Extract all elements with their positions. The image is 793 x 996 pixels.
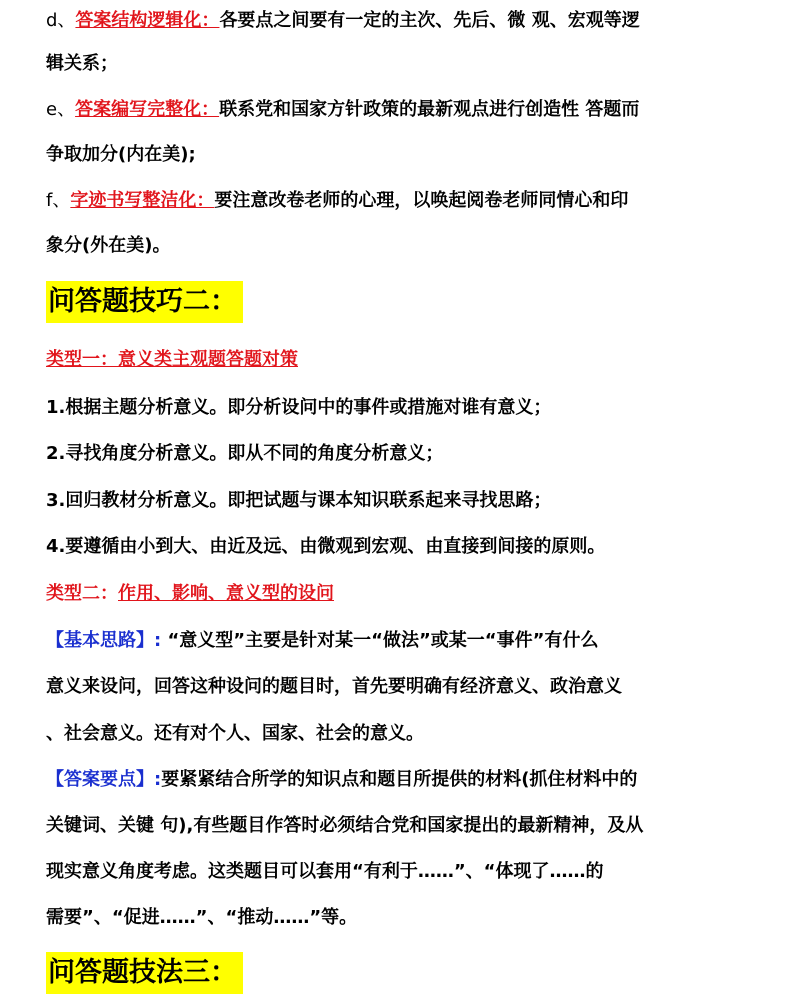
type1-title: 类型一：意义类主观题答题对策 xyxy=(46,349,298,370)
basic-idea-text: “意义型”主要是针对某一“做法”或某一“事件”有什么 xyxy=(161,630,599,651)
answer-points-line3: 现实意义角度考虑。这类题目可以套用“有利于……”、“体现了……的 xyxy=(46,861,604,882)
item-f-line2: 象分(外在美)。 xyxy=(46,235,171,256)
item-e-text: 联系党和国家方针政策的最新观点进行创造性 答题而 xyxy=(219,99,640,120)
basic-idea-line2: 意义来设问，回答这种设问的题目时，首先要明确有经济意义、政治意义 xyxy=(46,676,622,697)
item-d-prefix: d、 xyxy=(46,10,76,31)
item-e-line2: 争取加分(内在美); xyxy=(46,144,196,165)
item-d-label: 答案结构逻辑化： xyxy=(75,10,220,31)
type2-title-prefix: 类型二： xyxy=(46,583,118,604)
type1-point-1: 1.根据主题分析意义。即分析设问中的事件或措施对谁有意义； xyxy=(46,397,552,418)
type1-point-2: 2.寻找角度分析意义。即从不同的角度分析意义； xyxy=(46,443,444,464)
answer-points-text: 要紧紧结合所学的知识点和题目所提供的材料(抓住材料中的 xyxy=(161,769,638,790)
section-heading-2: 问答题技巧二： xyxy=(46,281,243,323)
item-d-line1 xyxy=(46,7,766,35)
type1-point-4: 4.要遵循由小到大、由近及远、由微观到宏观、由直接到间接的原则。 xyxy=(46,536,606,557)
item-d-text: 各要点之间要有一定的主次、先后、微 观、宏观等逻 xyxy=(219,10,640,31)
item-e-prefix: e、 xyxy=(46,99,76,120)
item-f-line1 xyxy=(46,187,766,215)
answer-points-label: 【答案要点】: xyxy=(46,769,162,790)
basic-idea-line3: 、社会意义。还有对个人、国家、社会的意义。 xyxy=(46,723,424,744)
type1-point-3: 3.回归教材分析意义。即把试题与课本知识联系起来寻找思路； xyxy=(46,490,552,511)
answer-points-line1 xyxy=(46,766,766,794)
item-f-label: 字迹书写整洁化： xyxy=(70,190,215,211)
item-e-label: 答案编写完整化： xyxy=(75,99,220,120)
basic-idea-line1 xyxy=(46,627,766,655)
type2-title-rest: 作用、影响、意义型的设问 xyxy=(118,583,334,604)
answer-points-line2: 关键词、关键 句),有些题目作答时必须结合党和国家提出的最新精神，及从 xyxy=(46,815,644,836)
answer-points-line4: 需要”、“促进……”、“推动……”等。 xyxy=(46,907,358,928)
type2-title xyxy=(46,580,766,608)
item-e-line1 xyxy=(46,96,766,124)
item-f-prefix: f、 xyxy=(46,190,71,211)
basic-idea-label: 【基本思路】: xyxy=(46,630,162,651)
section-heading-3: 问答题技法三： xyxy=(46,952,243,994)
item-f-text: 要注意改卷老师的心理，以唤起阅卷老师同情心和印 xyxy=(214,190,629,211)
item-d-line2: 辑关系； xyxy=(46,53,118,74)
